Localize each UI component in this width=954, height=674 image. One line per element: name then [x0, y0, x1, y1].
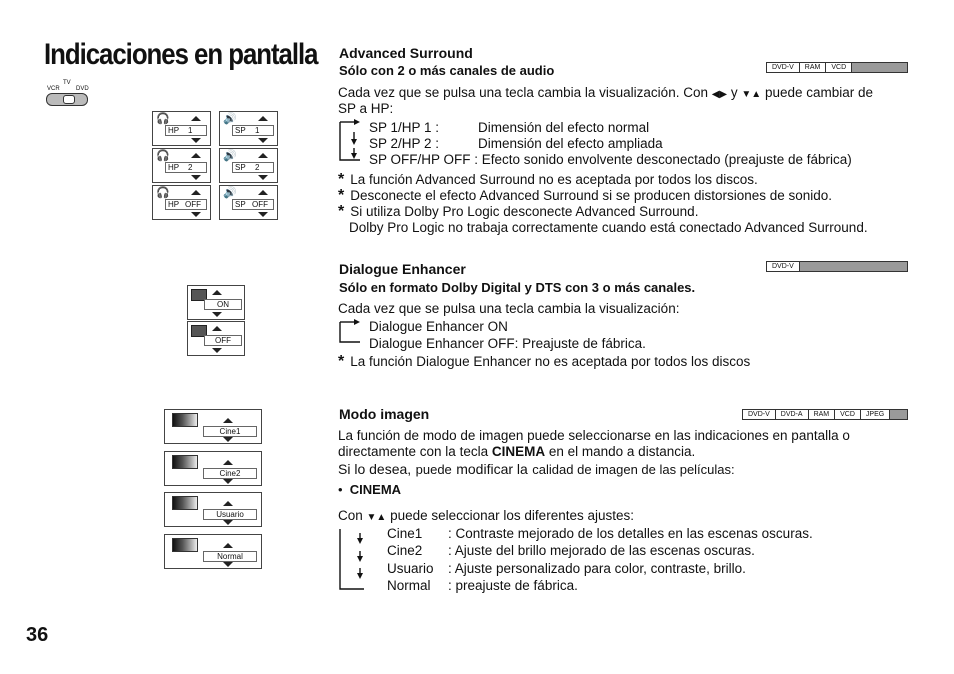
dialogue-enhancer-subheading: Sólo en formato Dolby Digital y DTS con 3 o más canales. [339, 280, 696, 295]
up-arrow-icon [191, 153, 201, 158]
down-arrow-icon [258, 138, 268, 143]
speaker-icon: 🔊 [223, 150, 237, 162]
disc-tag: JPEG [861, 410, 890, 419]
picture-mode-osd-field: Cine1 [203, 426, 257, 437]
surround-note-1: * La función Advanced Surround no es aceptada por todos los discos. [338, 171, 758, 188]
advanced-surround-cycle-arrow-icon [338, 118, 366, 164]
mode-option-1-desc: : Contraste mejorado de los detalles en las escenas oscuras. [448, 526, 813, 541]
dialogue-option-1: Dialogue Enhancer ON [369, 319, 508, 334]
down-arrow-icon [223, 562, 233, 567]
page-title: Indicaciones en pantalla [44, 38, 318, 71]
tag-bar-fill [890, 410, 907, 419]
dialogue-osd-box [187, 321, 245, 356]
up-arrow-icon [223, 418, 233, 423]
mode-switch-icon [46, 93, 88, 106]
surround-option-2-desc: Dimensión del efecto ampliada [478, 136, 663, 151]
mode-option-3-desc: : Ajuste personalizado para color, contraste, brillo. [448, 561, 746, 576]
up-arrow-icon [223, 460, 233, 465]
picture-mode-osd-box [164, 409, 262, 444]
down-up-arrow-icon: ▼▲ [366, 512, 387, 523]
surround-osd-box [152, 148, 211, 183]
up-arrow-icon [191, 190, 201, 195]
surround-osd-box [219, 185, 278, 220]
down-up-arrow-icon: ▼▲ [741, 89, 762, 100]
modo-imagen-para-1: La función de modo de imagen puede seleccionarse en las indicaciones en pantalla o [338, 428, 850, 443]
disc-tag: VCD [826, 63, 852, 72]
switch-tv-label: TV [63, 80, 71, 86]
mode-option-3-label: Usuario [387, 561, 434, 576]
picture-mode-osd-box [164, 534, 262, 569]
down-arrow-icon [212, 312, 222, 317]
picture-gradient-icon [172, 538, 198, 552]
surround-osd-box [152, 111, 211, 146]
down-arrow-icon [258, 212, 268, 217]
dialogue-cycle-arrow-icon [338, 318, 366, 346]
down-arrow-icon [191, 138, 201, 143]
up-arrow-icon [212, 326, 222, 331]
surround-option-3: SP OFF/HP OFF : Efecto sonido envolvente desconectado (preajuste de fábrica) [369, 152, 852, 167]
speaker-icon: 🔊 [223, 113, 237, 125]
surround-osd-box [219, 111, 278, 146]
mode-option-2-label: Cine2 [387, 543, 423, 558]
advanced-surround-heading: Advanced Surround [339, 45, 473, 61]
advanced-surround-intro: Cada vez que se pulsa una tecla cambia la visualización. Con ◀▶ y ▼▲ puede cambiar de [338, 85, 874, 100]
dialogue-note: * La función Dialogue Enhancer no es aceptada por todos los discos [338, 353, 751, 370]
surround-note-2: * Desconecte el efecto Advanced Surround si se producen distorsiones de sonido. [338, 187, 833, 204]
disc-tag: DVD-V [743, 410, 776, 419]
page-number: 36 [26, 624, 49, 646]
surround-option-1-desc: Dimensión del efecto normal [478, 120, 650, 135]
modo-imagen-con: Con ▼▲ puede seleccionar los diferentes ajustes: [338, 508, 634, 523]
mode-option-2-desc: : Ajuste del brillo mejorado de las escenas oscuras. [448, 543, 755, 558]
down-arrow-icon [191, 212, 201, 217]
surround-osd-box [152, 185, 211, 220]
down-arrow-icon [212, 348, 222, 353]
headphone-icon: 🎧 [156, 187, 170, 199]
advanced-surround-subheading: Sólo con 2 o más canales de audio [339, 63, 555, 78]
picture-mode-osd-field: Cine2 [203, 468, 257, 479]
picture-mode-osd-field: Normal [203, 551, 257, 562]
surround-osd-field: HP 1 [165, 125, 207, 136]
modo-imagen-cycle-arrow-icon [338, 527, 368, 593]
left-right-arrow-icon: ◀▶ [711, 89, 728, 100]
surround-note-3: * Si utiliza Dolby Pro Logic desconecte Advanced Surround. [338, 203, 699, 220]
up-arrow-icon [258, 190, 268, 195]
disc-tag: RAM [800, 63, 827, 72]
picture-gradient-icon [172, 413, 198, 427]
surround-note-3-cont: Dolby Pro Logic no trabaja correctamente cuando está conectado Advanced Surround. [349, 220, 868, 235]
disc-tag: DVD-V [767, 63, 800, 72]
surround-osd-box [219, 148, 278, 183]
advanced-surround-intro-2: SP a HP: [338, 101, 394, 116]
mode-option-1-label: Cine1 [387, 526, 423, 541]
headphone-icon: 🎧 [156, 150, 170, 162]
modo-imagen-disc-tags [742, 409, 908, 420]
surround-osd-field: SP 2 [232, 162, 274, 173]
modo-imagen-para-2: directamente con la tecla CINEMA en el mando a distancia. [338, 444, 696, 459]
dialogue-option-2: Dialogue Enhancer OFF: Preajuste de fábrica. [369, 336, 646, 351]
dialogue-osd-box [187, 285, 245, 320]
picture-mode-osd-field: Usuario [203, 509, 257, 520]
up-arrow-icon [258, 116, 268, 121]
headphone-icon: 🎧 [156, 113, 170, 125]
mode-option-4-label: Normal [387, 578, 431, 593]
picture-mode-osd-box [164, 451, 262, 486]
picture-gradient-icon [172, 496, 198, 510]
surround-osd-field: SP 1 [232, 125, 274, 136]
advanced-surround-disc-tags [766, 62, 908, 73]
dialogue-enhancer-disc-tags [766, 261, 908, 272]
disc-tag: RAM [809, 410, 836, 419]
disc-tag: DVD-A [776, 410, 809, 419]
surround-osd-field: HP 2 [165, 162, 207, 173]
surround-osd-field: SP OFF [232, 199, 274, 210]
mode-option-4-desc: : preajuste de fábrica. [448, 578, 578, 593]
switch-vcr-label: VCR [47, 86, 60, 92]
dialogue-enhancer-intro: Cada vez que se pulsa una tecla cambia la visualización: [338, 301, 680, 316]
up-arrow-icon [258, 153, 268, 158]
modo-imagen-bullet: • CINEMA [338, 482, 402, 497]
switch-dvd-label: DVD [76, 86, 89, 92]
dialogue-enhancer-heading: Dialogue Enhancer [339, 261, 466, 277]
down-arrow-icon [223, 520, 233, 525]
picture-gradient-icon [172, 455, 198, 469]
disc-tag: VCD [835, 410, 861, 419]
up-arrow-icon [223, 501, 233, 506]
tag-bar-fill [852, 63, 907, 72]
up-arrow-icon [191, 116, 201, 121]
dialogue-osd-field: ON [204, 299, 242, 310]
speaker-icon: 🔊 [223, 187, 237, 199]
down-arrow-icon [223, 437, 233, 442]
surround-option-1-label: SP 1/HP 1 : [369, 120, 440, 135]
surround-option-2-label: SP 2/HP 2 : [369, 136, 440, 151]
modo-imagen-para-3: Si lo desea, puede modificar la calidad de imagen de las películas: [338, 461, 735, 477]
surround-osd-field: HP OFF [165, 199, 207, 210]
up-arrow-icon [223, 543, 233, 548]
dialogue-osd-field: OFF [204, 335, 242, 346]
tag-bar-fill [800, 262, 907, 271]
down-arrow-icon [223, 479, 233, 484]
up-arrow-icon [212, 290, 222, 295]
down-arrow-icon [258, 175, 268, 180]
modo-imagen-heading: Modo imagen [339, 406, 430, 422]
disc-tag: DVD-V [767, 262, 800, 271]
picture-mode-osd-box [164, 492, 262, 527]
down-arrow-icon [191, 175, 201, 180]
